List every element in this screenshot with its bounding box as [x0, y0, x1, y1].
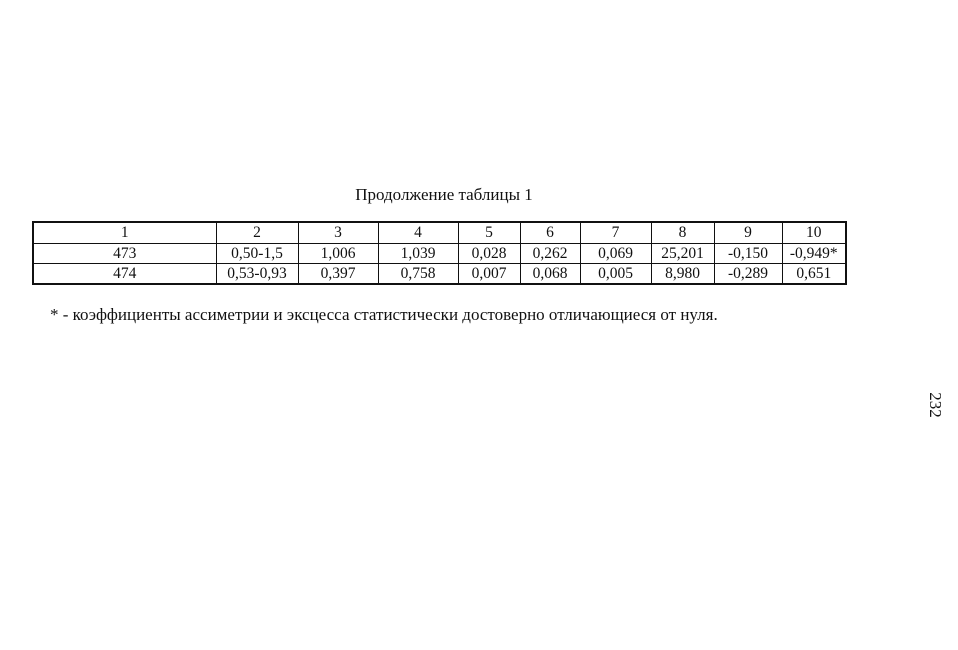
header-cell: 10	[782, 222, 846, 244]
header-cell: 8	[651, 222, 714, 244]
table-cell: -0,150	[714, 244, 782, 264]
table-cell: 0,397	[298, 264, 378, 285]
table-cell: 0,758	[378, 264, 458, 285]
table-cell: 474	[33, 264, 216, 285]
page-number: 232	[926, 392, 945, 418]
table-cell: 8,980	[651, 264, 714, 285]
header-cell: 1	[33, 222, 216, 244]
table-cell: 473	[33, 244, 216, 264]
table-cell: 0,005	[580, 264, 651, 285]
header-cell: 9	[714, 222, 782, 244]
table-cell: 25,201	[651, 244, 714, 264]
table-cell: 0,50-1,5	[216, 244, 298, 264]
header-cell: 5	[458, 222, 520, 244]
footnote: * - коэффициенты ассиметрии и эксцесса статистически достоверно отличающиеся от нуля.	[50, 305, 718, 324]
table-cell: 0,651	[782, 264, 846, 285]
header-cell: 7	[580, 222, 651, 244]
table-cell: 1,006	[298, 244, 378, 264]
table-cell: 0,068	[520, 264, 580, 285]
header-cell: 2	[216, 222, 298, 244]
table-cell: 0,028	[458, 244, 520, 264]
header-cell: 6	[520, 222, 580, 244]
table-cell: 0,262	[520, 244, 580, 264]
table-cell: -0,289	[714, 264, 782, 285]
header-cell: 3	[298, 222, 378, 244]
table-header-row	[33, 222, 846, 244]
table-caption: Продолжение таблицы 1	[355, 185, 533, 204]
table-row	[33, 244, 846, 264]
table-row	[33, 264, 846, 285]
data-table	[32, 221, 847, 285]
header-cell: 4	[378, 222, 458, 244]
table-cell: 1,039	[378, 244, 458, 264]
table-cell: 0,069	[580, 244, 651, 264]
table-cell: 0,007	[458, 264, 520, 285]
table-cell: -0,949*	[782, 244, 846, 264]
table-cell: 0,53-0,93	[216, 264, 298, 285]
